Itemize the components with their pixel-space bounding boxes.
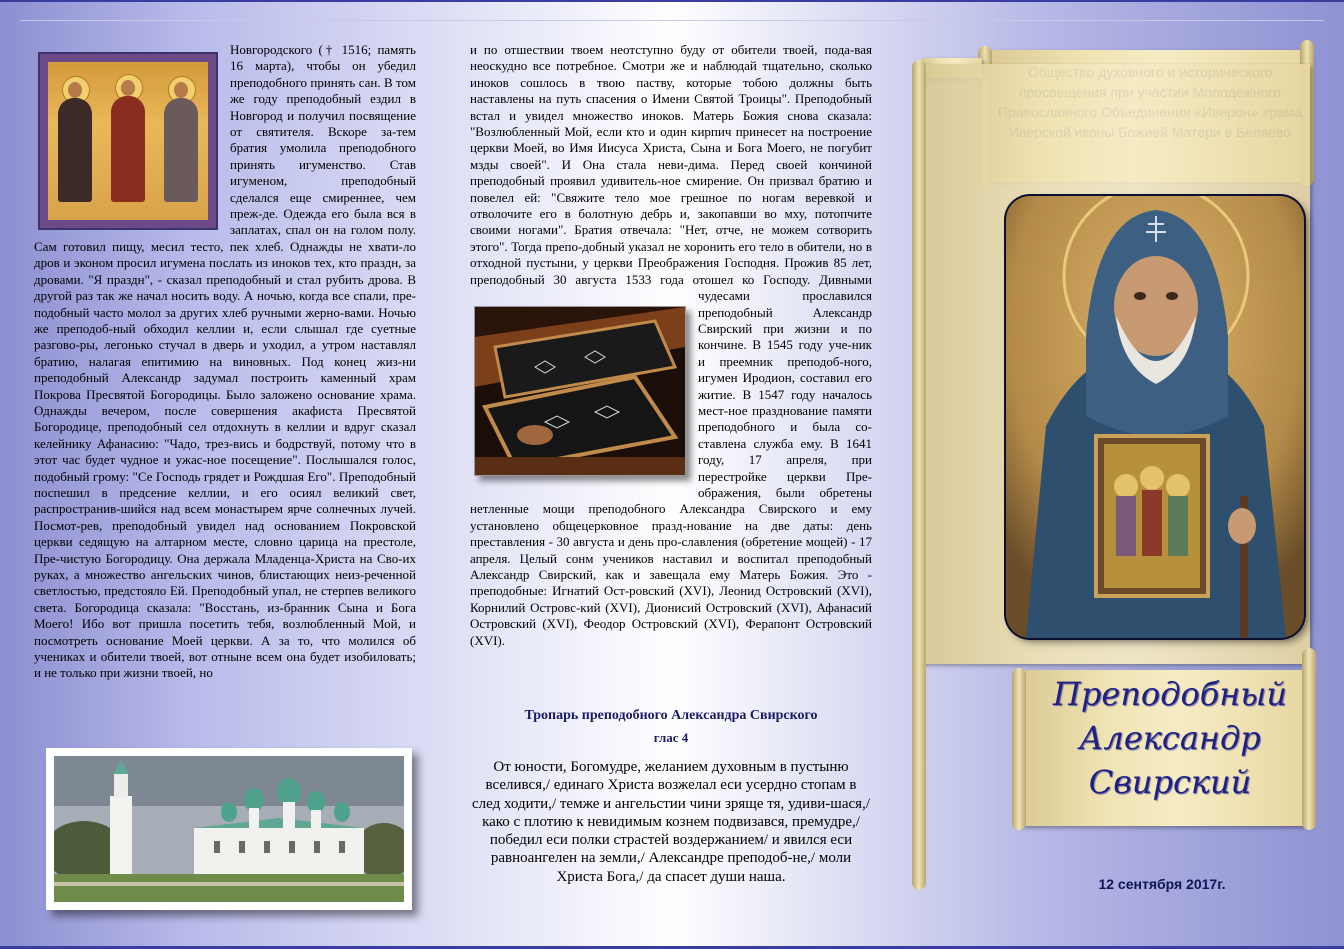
relics-reliquary-image bbox=[474, 306, 686, 476]
icon-frame bbox=[38, 52, 218, 230]
saint-face bbox=[174, 82, 188, 98]
relics-photo bbox=[470, 304, 688, 480]
title-line-3: Свирский bbox=[1088, 763, 1252, 801]
saint-alexander-icon-image bbox=[1006, 196, 1304, 638]
top-border bbox=[0, 0, 1344, 2]
saint-face bbox=[121, 80, 135, 96]
monastery-photo bbox=[46, 748, 412, 910]
top-rule bbox=[20, 20, 1324, 21]
title-line-2: Александр bbox=[1079, 719, 1261, 757]
saint-portrait-illustration bbox=[1006, 196, 1304, 638]
saint-figure-left bbox=[58, 98, 92, 202]
troparion-tone: глас 4 bbox=[653, 730, 689, 745]
saint-face bbox=[68, 82, 82, 98]
title-line-1: Преподобный bbox=[1052, 675, 1288, 713]
issue-date: 12 сентября 2017г. bbox=[1098, 876, 1226, 892]
troparion-title: Тропарь преподобного Александра Свирского bbox=[524, 708, 818, 723]
saint-figure-right bbox=[164, 98, 198, 202]
monastery-image bbox=[54, 756, 404, 902]
column-2-text: и по отшествии твоем неотступно буду от обители твоей, пода-вая неоскудно все потребное. Смотри же и наблюдай тщательно, сколько иноков сошлось в твою паству, которые тобою должны быть наставлены на путь спасения о Имени Святой Троицы". Преподобный встал и увидел множество иноков. Матерь Божия снова сказала: "Возлюбленный Мой, если кто и один кирпич принесет на построение церкви Моей, во Имя Иисуса Христа, Сына и Бога Моего, не погубит мзды своей". И Она стала неви-дима. Перед своей кончиной преподобный проявил удивитель-ное смирение. Он призвал братию и повелел ей: "Свяжите тело мое грешное по ногам веревкой и отволочите его в болотную дебрь и, закопавши во мху, потопчите своими ногами". Братия отвечала: "Нет, отче, не можем сотворить этого". Тогда препо-добный указал не хоронить его тело в обители, но в отходной пустыни, у церкви Преображения Господня. Прожив 85 лет, преподобный 30 августа 1533 года отошел ко Господу. Дивными чудесами прославился преподобный Александр Свирский при жизни и по кончине. В 1545 году уче-ник и преемник преподоб-ного, игумен Иродион, составил его житие. В 1547 году началось мест-ное празднование памяти преподобного и была со-ставлена служба ему. В 1641 году, 17 апреля, при перестройке церкви Пре-ображения, были обретены нетленные мощи преподобного Александра Свирского и ему установлено общецерковное празд-нование на две даты: день преставления - 30 августа и день про-славления (обретение мощей) - 17 апреля. Целый сонм учеников наставил и воспитал преподобный Александр Свирский, как и завещала ему Матерь Божия. Это - преподобные: Игнатий Ост-ровский (XVI), Леонид Островский (XVI), Корнилий Островс-кий (XVI), Дионисий Островский (XVI), Афанасий Островский (XVI), Феодор Островский (XVI), Ферапонт Островский (XVI). bbox=[470, 42, 872, 648]
parchment-roll-left bbox=[912, 60, 926, 890]
icon-gold-background bbox=[48, 62, 208, 220]
troparion-section bbox=[470, 708, 872, 886]
column-1-text: Новгородского († 1516; память 16 марта), чтобы он убедил преподобного принять сан. В том же году преподобный ездил в Новгород и получил посвящение от святителя. Вскоре за-тем братия умолила преподобного принять игуменство. Став игуменом, преподобный сделался еще смиреннее, чем преж-де. Одежда его была вся в заплатах, спал он на голом полу. Сам готовил пищу, месил тесто, пек хлеб. Однажды не хвати-ло дров и эконом просил игумена послать из иноков тех, кто праздн, за дровами. "Я праздн", - сказал преподобный и стал рубить дрова. В другой раз так же начал носить воду. А ночью, когда все спали, пре-подобный часто молол за других хлеб ручными жерно-вами. Ночью же преподоб-ный обходил келлии и, если слышал где суетные разгово-ры, легонько стучал в дверь и уходил, а утром наставлял братию, налагая епитимию на виновных. Под конец жиз-ни преподобный Александр задумал построить каменный храм Покрова Пресвятой Богородицы. Было заложено основание храма. Однажды вечером, после совершения акафиста Пресвятой Богородице, преподобный сел отдохнуть в келлии и вдруг сказал келейнику Афанасию: "Чадо, трез-вись и бодрствуй, потому что в этот час будет чудное и ужас-ное посещение". Послышался голос, подобный грому: "Се Господь грядет и Рождшая Его". Преподобный поспешил в предсение келлии, и его осиял великий свет, распространив-шийся над всем монастырем ярче солнечных лучей. Посмот-рев, преподобный увидел над основанием Покровской церкви седящую на алтарном месте, словно царица на престоле, Пре-чистую Богородицу. Она держала Младенца-Христа на Сво-их руках, а множество ангельских чинов, блистающих неиз-реченной светлостью, предстояло Ей. Преподобный упал, не стерпев великого света. Богородица сказала: "Восстань, из-бранник Сына и Бога Моего! Ибо вот пришла посетить тебя, возлюбленный Мой, и посмотреть основание Моей церкви. А за то, что молился об учениках и обители твоей, вот отныне всем она будет изобиловать; и не только при жизни твоей, но bbox=[34, 42, 416, 681]
column-2 bbox=[470, 42, 872, 649]
reliquary-illustration bbox=[475, 307, 685, 475]
troparion-text: От юности, Богомудре, желанием духовным в пустыню вселився,/ единаго Христа возжелал еси усердно стопам в след ходити,/ темже и ангельстии чини зряще тя, удиви-шася,/ како с плотию к невидимым кознем подвизався, премудре,/ победил еси полки страстей воздержанием/ и явился еси равноангелен на земли,/ Александре преподоб-не,/ моли Христа Бога,/ да спасет души наша. bbox=[471, 759, 870, 885]
main-title bbox=[1020, 672, 1320, 804]
column-1 bbox=[34, 42, 416, 682]
three-saints-icon-image bbox=[38, 42, 218, 230]
saint-figure-center bbox=[111, 96, 145, 202]
monastery-illustration bbox=[54, 756, 404, 902]
